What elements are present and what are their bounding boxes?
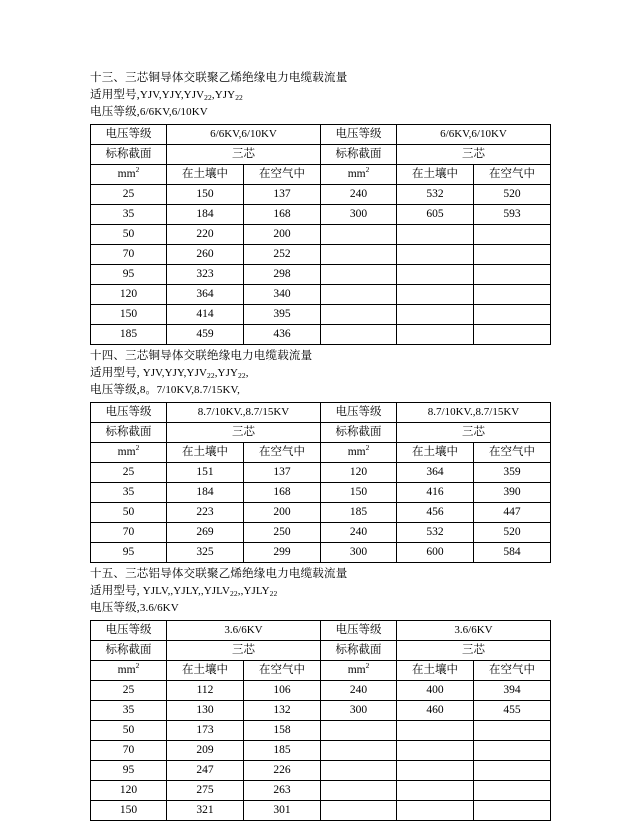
section-unit-right: $mm^2$ (321, 443, 397, 463)
voltage-label-right: 电压等级 (321, 403, 397, 423)
table-row (91, 721, 551, 741)
cell-right-soil (397, 721, 474, 741)
section-unit-left: $mm^2$ (91, 661, 167, 681)
table-header-row-voltage (91, 403, 551, 423)
cell-right-section (321, 761, 397, 781)
cell-right-air: 584 (474, 543, 551, 563)
cell-right-section (321, 781, 397, 801)
cell-right-air (474, 265, 551, 285)
table-row (91, 761, 551, 781)
cell-left-soil: 459 (167, 325, 244, 345)
cell-right-soil: 532 (397, 523, 474, 543)
section-13 (90, 70, 550, 345)
core-label-left: 三芯 (167, 145, 321, 165)
cell-right-section: 300 (321, 701, 397, 721)
cell-left-air: 185 (244, 741, 321, 761)
section-15-model-line (90, 583, 550, 600)
ampacity-table-15 (90, 620, 551, 821)
cell-left-section: 50 (91, 721, 167, 741)
cell-left-section: 35 (91, 205, 167, 225)
cell-right-air (474, 245, 551, 265)
voltage-value-right: 8.7/10KV.,8.7/15KV (397, 403, 551, 423)
cell-left-soil: 325 (167, 543, 244, 563)
cell-right-soil: 416 (397, 483, 474, 503)
cell-right-air: 520 (474, 185, 551, 205)
cell-left-section: 25 (91, 185, 167, 205)
section-label-left: 标称截面 (91, 423, 167, 443)
cell-left-section: 50 (91, 225, 167, 245)
air-label-right: 在空气中 (474, 165, 551, 185)
cell-right-soil (397, 741, 474, 761)
voltage-value-left: 3.6/6KV (167, 621, 321, 641)
cell-left-soil: 150 (167, 185, 244, 205)
cell-right-soil: 532 (397, 185, 474, 205)
cell-left-soil: 247 (167, 761, 244, 781)
cell-right-air (474, 325, 551, 345)
cell-right-soil: 400 (397, 681, 474, 701)
cell-right-soil (397, 781, 474, 801)
cell-left-section: 70 (91, 245, 167, 265)
cell-right-section: 300 (321, 543, 397, 563)
core-label-right: 三芯 (397, 423, 551, 443)
cell-left-soil: 209 (167, 741, 244, 761)
table-row (91, 801, 551, 821)
section-14-title: 十四、三芯铜导体交联绝缘电力电缆载流量 (90, 350, 313, 362)
cell-left-air: 263 (244, 781, 321, 801)
table-header-row-units (91, 443, 551, 463)
cell-right-soil: 364 (397, 463, 474, 483)
cell-right-air: 520 (474, 523, 551, 543)
table-row (91, 205, 551, 225)
cell-left-soil: 184 (167, 483, 244, 503)
cell-left-soil: 184 (167, 205, 244, 225)
cell-left-section: 95 (91, 761, 167, 781)
section-15-voltage-label: 电压等级, (90, 602, 140, 614)
cell-right-air (474, 761, 551, 781)
cell-left-soil: 275 (167, 781, 244, 801)
table-row (91, 285, 551, 305)
section-13-model-line (90, 87, 550, 104)
section-label-left: 标称截面 (91, 145, 167, 165)
core-label-right: 三芯 (397, 145, 551, 165)
table-row (91, 325, 551, 345)
table-header-row-units (91, 661, 551, 681)
cell-right-air: 359 (474, 463, 551, 483)
section-15 (90, 566, 550, 821)
cell-right-section (321, 265, 397, 285)
cell-right-section: 150 (321, 483, 397, 503)
cell-left-air: 168 (244, 205, 321, 225)
cell-right-section: 300 (321, 205, 397, 225)
cell-right-air (474, 801, 551, 821)
section-15-voltage-value: 3.6/6KV (139, 602, 179, 614)
cell-left-air: 301 (244, 801, 321, 821)
cell-right-section: 240 (321, 523, 397, 543)
cell-left-section: 150 (91, 305, 167, 325)
section-13-model-value: $YJV,YJY,YJV_{22},YJY_{22}$ (139, 89, 243, 102)
table-header-row-core (91, 641, 551, 661)
core-label-left: 三芯 (167, 641, 321, 661)
core-label-left: 三芯 (167, 423, 321, 443)
cell-left-soil: 223 (167, 503, 244, 523)
section-14-voltage-value: 8。7/10KV,8.7/15KV, (139, 384, 240, 396)
cell-left-soil: 260 (167, 245, 244, 265)
voltage-label-left: 电压等级 (91, 403, 167, 423)
cell-right-section (321, 245, 397, 265)
cell-left-air: 340 (244, 285, 321, 305)
cell-left-air: 168 (244, 483, 321, 503)
voltage-value-right: 6/6KV,6/10KV (397, 125, 551, 145)
voltage-value-left: 8.7/10KV.,8.7/15KV (167, 403, 321, 423)
cell-right-air (474, 781, 551, 801)
cell-left-section: 95 (91, 265, 167, 285)
table-row (91, 543, 551, 563)
table-row (91, 701, 551, 721)
cell-right-soil (397, 325, 474, 345)
voltage-value-right: 3.6/6KV (397, 621, 551, 641)
cell-left-air: 298 (244, 265, 321, 285)
table-row (91, 523, 551, 543)
voltage-label-left: 电压等级 (91, 125, 167, 145)
cell-right-air (474, 225, 551, 245)
table-row (91, 781, 551, 801)
cell-right-section (321, 285, 397, 305)
section-14-model-value: $YJV,YJY,YJV_{22},YJY_{22}$, (139, 367, 249, 380)
soil-label-left: 在土壤中 (167, 443, 244, 463)
soil-label-left: 在土壤中 (167, 165, 244, 185)
section-15-model-label: 适用型号, (90, 585, 140, 597)
table-row (91, 305, 551, 325)
table-row (91, 463, 551, 483)
cell-right-soil (397, 761, 474, 781)
cell-right-section: 240 (321, 681, 397, 701)
cell-right-air: 593 (474, 205, 551, 225)
section-14-voltage-label: 电压等级, (90, 384, 140, 396)
cell-left-section: 120 (91, 285, 167, 305)
cell-right-soil: 456 (397, 503, 474, 523)
cell-left-air: 106 (244, 681, 321, 701)
soil-label-right: 在土壤中 (397, 661, 474, 681)
section-label-left: 标称截面 (91, 641, 167, 661)
cell-left-air: 137 (244, 463, 321, 483)
cell-right-section: 120 (321, 463, 397, 483)
section-unit-right: $mm^2$ (321, 661, 397, 681)
cell-left-soil: 364 (167, 285, 244, 305)
section-13-model-label: 适用型号, (90, 89, 140, 101)
air-label-left: 在空气中 (244, 443, 321, 463)
cell-right-air (474, 305, 551, 325)
cell-right-section (321, 801, 397, 821)
cell-right-air (474, 721, 551, 741)
cell-left-section: 50 (91, 503, 167, 523)
cell-left-air: 158 (244, 721, 321, 741)
table-row (91, 741, 551, 761)
ampacity-table-14 (90, 402, 551, 563)
section-13-voltage-value: 6/6KV,6/10KV (139, 106, 208, 118)
document-content (90, 70, 550, 824)
cell-right-section (321, 325, 397, 345)
section-14-voltage-line (90, 382, 550, 399)
voltage-value-left: 6/6KV,6/10KV (167, 125, 321, 145)
soil-label-left: 在土壤中 (167, 661, 244, 681)
cell-left-section: 185 (91, 325, 167, 345)
section-15-title: 十五、三芯铝导体交联聚乙烯绝缘电力电缆载流量 (90, 568, 348, 580)
cell-right-soil (397, 285, 474, 305)
cell-left-section: 150 (91, 801, 167, 821)
section-unit-left: $mm^2$ (91, 443, 167, 463)
table-row (91, 185, 551, 205)
table-header-row-units (91, 165, 551, 185)
cell-right-section (321, 305, 397, 325)
section-label-right: 标称截面 (321, 423, 397, 443)
cell-left-air: 299 (244, 543, 321, 563)
cell-right-air (474, 741, 551, 761)
cell-left-air: 132 (244, 701, 321, 721)
table-header-row-voltage (91, 621, 551, 641)
cell-left-air: 250 (244, 523, 321, 543)
cell-left-soil: 112 (167, 681, 244, 701)
soil-label-right: 在土壤中 (397, 165, 474, 185)
cell-left-section: 25 (91, 463, 167, 483)
voltage-label-right: 电压等级 (321, 621, 397, 641)
cell-left-section: 35 (91, 701, 167, 721)
cell-left-soil: 130 (167, 701, 244, 721)
soil-label-right: 在土壤中 (397, 443, 474, 463)
table-row (91, 483, 551, 503)
table-row (91, 681, 551, 701)
cell-left-air: 252 (244, 245, 321, 265)
voltage-label-left: 电压等级 (91, 621, 167, 641)
core-label-right: 三芯 (397, 641, 551, 661)
cell-right-section (321, 721, 397, 741)
cell-left-soil: 173 (167, 721, 244, 741)
cell-right-section (321, 225, 397, 245)
cell-right-air: 455 (474, 701, 551, 721)
section-15-voltage-line (90, 600, 550, 617)
cell-right-air: 394 (474, 681, 551, 701)
cell-left-section: 120 (91, 781, 167, 801)
table-header-row-voltage (91, 125, 551, 145)
cell-right-soil (397, 265, 474, 285)
section-14-model-label: 适用型号, (90, 367, 140, 379)
section-label-right: 标称截面 (321, 145, 397, 165)
cell-right-soil: 600 (397, 543, 474, 563)
section-14 (90, 348, 550, 563)
cell-right-soil (397, 225, 474, 245)
air-label-left: 在空气中 (244, 165, 321, 185)
air-label-left: 在空气中 (244, 661, 321, 681)
cell-right-soil (397, 305, 474, 325)
section-unit-right: $mm^2$ (321, 165, 397, 185)
cell-left-soil: 269 (167, 523, 244, 543)
table-row (91, 503, 551, 523)
table-row (91, 245, 551, 265)
section-13-voltage-label: 电压等级, (90, 106, 140, 118)
table-header-row-core (91, 423, 551, 443)
cell-left-soil: 323 (167, 265, 244, 285)
section-13-voltage-line (90, 104, 550, 121)
cell-left-air: 395 (244, 305, 321, 325)
cell-right-air: 447 (474, 503, 551, 523)
ampacity-table-13 (90, 124, 551, 345)
table-row (91, 225, 551, 245)
section-14-model-line (90, 365, 550, 382)
cell-left-section: 70 (91, 523, 167, 543)
cell-left-section: 25 (91, 681, 167, 701)
cell-left-section: 95 (91, 543, 167, 563)
cell-left-air: 226 (244, 761, 321, 781)
cell-left-air: 200 (244, 503, 321, 523)
cell-left-soil: 321 (167, 801, 244, 821)
cell-left-air: 200 (244, 225, 321, 245)
cell-left-section: 70 (91, 741, 167, 761)
voltage-label-right: 电压等级 (321, 125, 397, 145)
cell-left-air: 137 (244, 185, 321, 205)
cell-right-air (474, 285, 551, 305)
table-header-row-core (91, 145, 551, 165)
section-label-right: 标称截面 (321, 641, 397, 661)
section-13-title: 十三、三芯铜导体交联聚乙烯绝缘电力电缆载流量 (90, 72, 348, 84)
section-unit-left: $mm^2$ (91, 165, 167, 185)
cell-left-soil: 220 (167, 225, 244, 245)
cell-right-section (321, 741, 397, 761)
cell-left-soil: 414 (167, 305, 244, 325)
cell-right-soil: 460 (397, 701, 474, 721)
air-label-right: 在空气中 (474, 661, 551, 681)
cell-right-air: 390 (474, 483, 551, 503)
cell-left-soil: 151 (167, 463, 244, 483)
air-label-right: 在空气中 (474, 443, 551, 463)
cell-right-soil (397, 245, 474, 265)
table-row (91, 265, 551, 285)
section-15-model-value: $YJLV,,YJLY,,YJLV_{22},,YJLY_{22}$ (139, 585, 278, 598)
cell-left-air: 436 (244, 325, 321, 345)
cell-right-soil: 605 (397, 205, 474, 225)
cell-left-section: 35 (91, 483, 167, 503)
cell-right-section: 185 (321, 503, 397, 523)
cell-right-soil (397, 801, 474, 821)
cell-right-section: 240 (321, 185, 397, 205)
